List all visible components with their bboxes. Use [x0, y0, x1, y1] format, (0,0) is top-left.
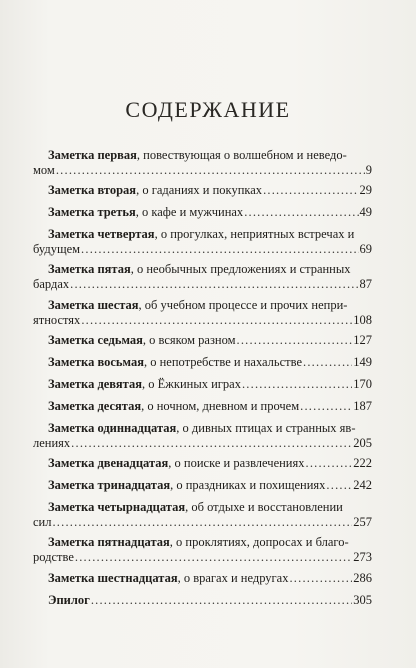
toc-page-number: 29	[359, 183, 372, 197]
toc-entry-title: Заметка десятая	[48, 399, 142, 413]
toc-entry-text	[48, 333, 236, 348]
toc-entry-title: Заметка тринадцатая	[48, 478, 171, 492]
toc-entry-subtitle: , о Ёжкиных играх	[141, 377, 241, 391]
dot-leader	[75, 550, 352, 565]
toc-entry-text	[48, 262, 351, 277]
dot-leader	[306, 456, 353, 471]
toc-page-number: 69	[359, 242, 372, 256]
toc-entry-title: Эпилог	[48, 593, 90, 607]
toc-entry-continuation-text: родстве	[33, 550, 74, 564]
dot-leader	[71, 436, 352, 451]
dot-leader	[91, 593, 352, 608]
toc-entry-continuation-text: лениях	[33, 436, 71, 450]
dot-leader	[237, 333, 353, 348]
toc-entry-continuation	[33, 313, 372, 328]
toc-entry-title: Заметка четвертая	[48, 227, 155, 241]
toc-entry-subtitle: , о всяком разном	[142, 333, 236, 347]
toc-entry-title: Заметка восьмая	[48, 355, 144, 369]
toc-entry-title: Заметка пятнадцатая	[48, 535, 170, 549]
toc-entry-subtitle: , о проклятиях, допросах и благо-	[169, 535, 349, 549]
dot-leader	[326, 478, 352, 493]
dot-leader	[81, 242, 358, 257]
toc-entry-continuation-text: ятностях	[33, 313, 81, 327]
toc-entry-subtitle: , об отдыхе и восстановлении	[185, 500, 343, 514]
toc-entry-continuation	[33, 277, 372, 292]
toc-entry-first-line	[48, 148, 372, 163]
toc-entry-continuation	[33, 242, 372, 257]
toc-entry-first-line	[48, 421, 372, 436]
toc-page-number: 257	[353, 515, 372, 529]
toc-entry-text	[48, 399, 299, 414]
toc-entry-subtitle: , о праздниках и похищениях	[170, 478, 326, 492]
toc-entry-first-line	[48, 333, 372, 348]
toc-entry-first-line	[48, 298, 372, 313]
toc-entry-text	[48, 478, 325, 493]
dot-leader	[81, 313, 352, 328]
toc-entry-title: Заметка шестая	[48, 298, 139, 312]
toc-entry-text	[48, 571, 288, 586]
toc-entry-title: Заметка седьмая	[48, 333, 143, 347]
toc-entry-text	[48, 535, 349, 550]
dot-leader	[56, 163, 365, 178]
dot-leader	[289, 571, 352, 586]
toc-entry-subtitle: , о необычных предложениях и странных	[130, 262, 351, 276]
toc-page-number: 87	[359, 277, 372, 291]
toc-entry-continuation-text: мом	[33, 163, 55, 177]
toc-entry-text	[48, 456, 305, 471]
dot-leader	[52, 515, 352, 530]
toc-entry-title: Заметка девятая	[48, 377, 142, 391]
toc-entry-subtitle: , о ночном, дневном и прочем	[141, 399, 300, 413]
toc-page-number: 49	[359, 205, 372, 219]
toc-entry-text	[48, 593, 90, 608]
toc-page-number: 108	[353, 313, 372, 327]
dot-leader	[263, 183, 358, 198]
toc-entry-continuation-text: сил	[33, 515, 52, 529]
toc-page-number: 305	[353, 593, 372, 607]
toc-entry-subtitle: , повествующая о волшебном и неведо-	[136, 148, 347, 162]
toc-entry-subtitle: , о прогулках, неприятных встречах и	[154, 227, 355, 241]
toc-entry-title: Заметка вторая	[48, 183, 137, 197]
toc-entry-first-line	[48, 227, 372, 242]
toc-entry-continuation	[33, 436, 372, 451]
toc-entry-continuation-text: бардах	[33, 277, 70, 291]
toc-page-number: 127	[353, 333, 372, 347]
toc-page-number: 187	[353, 399, 372, 413]
toc-entry-continuation-text: будущем	[33, 242, 81, 256]
toc-entry-text	[48, 227, 354, 242]
toc-entry-title: Заметка двенадцатая	[48, 456, 169, 470]
dot-leader	[242, 377, 352, 392]
toc-entry-first-line	[48, 456, 372, 471]
dot-leader	[300, 399, 352, 414]
toc-entry-first-line	[48, 478, 372, 493]
toc-entry-first-line	[48, 399, 372, 414]
toc-entry-title: Заметка первая	[48, 148, 137, 162]
dot-leader	[303, 355, 352, 370]
toc-entry-title: Заметка четырнадцатая	[48, 500, 186, 514]
toc-entry-first-line	[48, 535, 372, 550]
toc-entry-continuation	[33, 163, 372, 178]
toc-entry-subtitle: , об учебном процессе и прочих непри-	[138, 298, 348, 312]
toc-page-number: 222	[353, 456, 372, 470]
toc-entry-subtitle: , о кафе и мужчинах	[135, 205, 244, 219]
toc-entry-first-line	[48, 205, 372, 220]
toc-page-number: 273	[353, 550, 372, 564]
toc-page-number: 242	[353, 478, 372, 492]
toc-entry-first-line	[48, 183, 372, 198]
toc-entry-text	[48, 148, 347, 163]
toc-entry-subtitle: , о гаданиях и покупках	[136, 183, 263, 197]
toc-entry-text	[48, 355, 302, 370]
toc-entry-text	[48, 421, 356, 436]
toc-entry-title: Заметка третья	[48, 205, 136, 219]
dot-leader	[244, 205, 358, 220]
toc-entry-text	[48, 500, 343, 515]
toc-entry-title: Заметка одиннадцатая	[48, 421, 177, 435]
toc-entry-first-line	[48, 593, 372, 608]
toc-entry-subtitle: , о непотребстве и нахальстве	[143, 355, 303, 369]
toc-entry-subtitle: , о врагах и недругах	[177, 571, 289, 585]
dot-leader	[70, 277, 358, 292]
toc-page-number: 286	[353, 571, 372, 585]
toc-entry-first-line	[48, 262, 372, 277]
toc-entry-subtitle: , о поиске и развлечениях	[168, 456, 305, 470]
toc-entry-first-line	[48, 500, 372, 515]
toc-entry-text	[48, 377, 241, 392]
toc-entry-first-line	[48, 377, 372, 392]
toc-entry-first-line	[48, 355, 372, 370]
toc-entry-text	[48, 298, 347, 313]
toc-entry-title: Заметка пятая	[48, 262, 131, 276]
toc-page-number: 170	[353, 377, 372, 391]
toc-entry-title: Заметка шестнадцатая	[48, 571, 178, 585]
toc-entry-text	[48, 205, 243, 220]
toc-page-number: 205	[353, 436, 372, 450]
toc-entry-continuation	[33, 515, 372, 530]
page-title: СОДЕРЖАНИЕ	[125, 97, 291, 122]
toc-page-number: 149	[353, 355, 372, 369]
toc-entry-continuation	[33, 550, 372, 565]
toc-entry-subtitle: , о дивных птицах и странных яв-	[176, 421, 356, 435]
toc-page-number: 9	[365, 163, 372, 177]
toc-entry-text	[48, 183, 262, 198]
toc-entry-first-line	[48, 571, 372, 586]
